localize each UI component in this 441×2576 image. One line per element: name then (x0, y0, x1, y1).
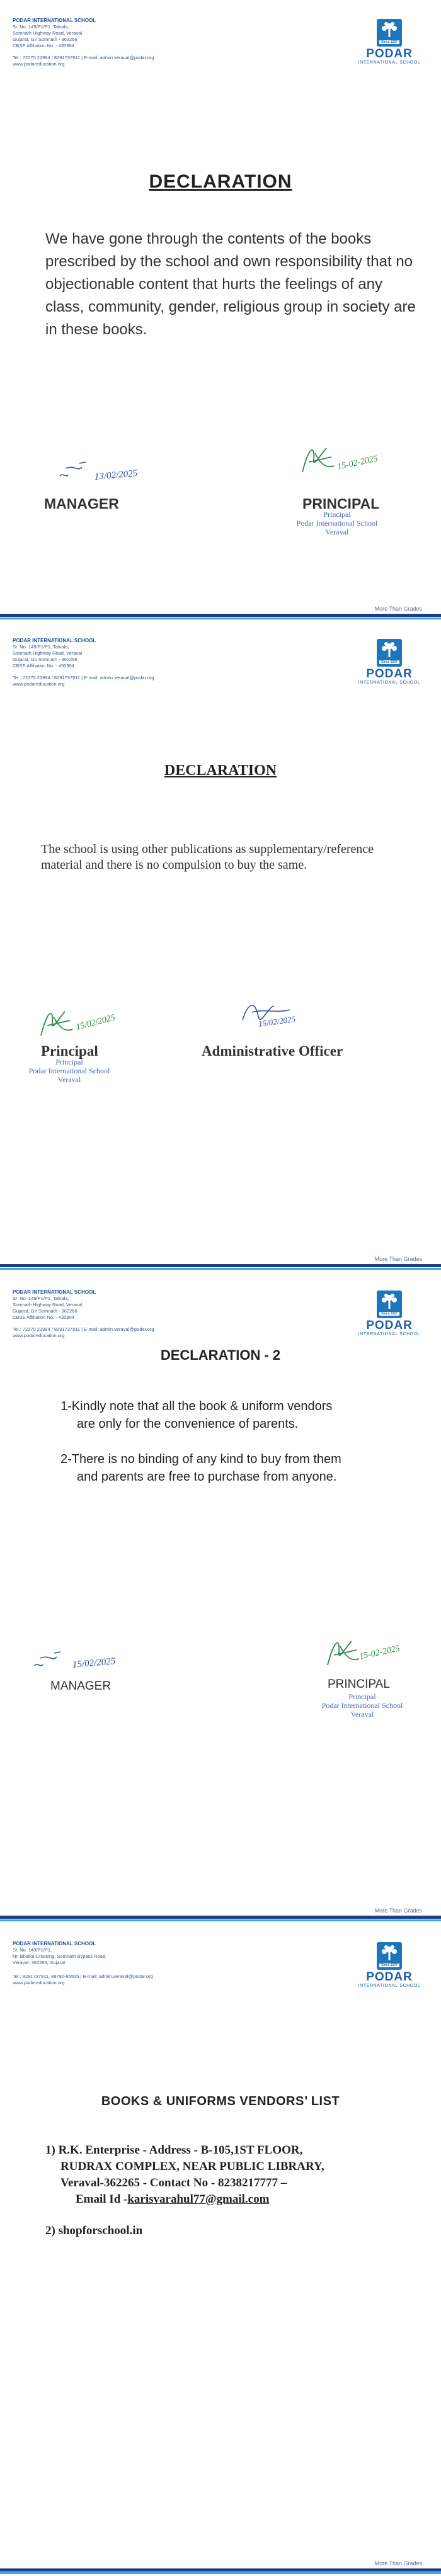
footer-bar-accent (0, 1919, 441, 1921)
school-name: PODAR INTERNATIONAL SCHOOL (13, 1289, 96, 1295)
podar-logo (355, 639, 423, 691)
letterhead-address (13, 1289, 277, 1339)
logo-subtitle: INTERNATIONAL SCHOOL (358, 1332, 421, 1336)
tree-emblem-icon (377, 1942, 402, 1970)
vendors-list-page (0, 1923, 441, 2576)
footer-tagline: More Than Grades (374, 606, 422, 612)
manager-date: 13/02/2025 (94, 468, 138, 482)
website-link[interactable]: www.podareducation.org (13, 61, 65, 67)
manager-date: 15/02/2025 (72, 1656, 116, 1670)
vendor-2-link[interactable]: 2) shopforschool.in (45, 2224, 143, 2237)
vendor-list (45, 2142, 398, 2239)
since-label: Since 1927 (379, 660, 399, 664)
school-name: PODAR INTERNATIONAL SCHOOL (13, 18, 96, 23)
page-title: DECLARATION (149, 171, 292, 192)
contact-line: Tel.: 72270 22994 / 8291737911 | E-mail: admin.veraval@podar.org (13, 675, 154, 681)
principal-stamp (287, 510, 387, 536)
footer-tagline: More Than Grades (374, 1907, 422, 1914)
principal-label: Principal (41, 1043, 98, 1059)
vendor-1-email-line (45, 2191, 398, 2208)
logo-brand: PODAR (366, 1970, 413, 1984)
admin-officer-label: Administrative Officer (202, 1043, 343, 1059)
address-line: CBSE Affiliation No. - 430904 (13, 1314, 74, 1320)
address-line: Sr. No. 149/P1/P1, (13, 1947, 52, 1953)
footer-bar (0, 1916, 441, 1919)
manager-label: MANAGER (44, 495, 119, 512)
contact-line: Tel.: 8291737911, 89790-65555 | E-mail: admin.veraval@podar.org (13, 1974, 153, 1979)
website-link[interactable]: www.podareducation.org (13, 1333, 65, 1338)
logo-subtitle: INTERNATIONAL SCHOOL (358, 1984, 421, 1988)
declaration-point (60, 1450, 413, 1468)
stamp-city: Veraval (325, 528, 349, 536)
stamp-role: Principal (55, 1058, 83, 1066)
principal-label: PRINCIPAL (302, 495, 380, 512)
since-label: Since 1927 (379, 1312, 399, 1316)
logo-brand: PODAR (366, 47, 413, 60)
principal-date: 15-02-2025 (358, 1644, 401, 1662)
contact-line: Tel.: 72270 22994 / 8291737911 | E-mail: admin.veraval@podar.org (13, 55, 154, 60)
page-title: DECLARATION (164, 762, 277, 779)
tree-emblem-icon (377, 1291, 402, 1318)
admin-date: 15/02/2025 (258, 1014, 296, 1029)
email-prefix: Email Id - (76, 2193, 128, 2206)
point-text: Kindly note that all the book & uniform vendors (71, 1399, 333, 1413)
address-line: Somnath Highway Road, Veraval (13, 650, 83, 656)
stamp-school: Podar International School (28, 1066, 110, 1075)
principal-date: 15/02/2025 (75, 1013, 117, 1033)
website-link[interactable]: www.podareducation.org (13, 1980, 65, 1986)
address-line: Gujarat, Gir Somnath - 362266 (13, 657, 77, 662)
school-name: PODAR INTERNATIONAL SCHOOL (13, 638, 96, 643)
page-title: DECLARATION - 2 (160, 1347, 281, 1363)
vendor-1-email-link[interactable]: karisvarahul77@gmail.com (127, 2193, 270, 2206)
declaration-point (60, 1398, 413, 1415)
page-footer (0, 2560, 441, 2574)
letterhead-address (13, 638, 277, 687)
declaration-page-1 (0, 0, 441, 620)
address-line: Somnath Highway Road, Veraval (13, 30, 83, 36)
declaration-body: We have gone through the contents of the books prescribed by the school and own responsibility that no objectionable content that hurts the feelings of any class, community, gender, religious group in society are in these books. (45, 230, 416, 338)
logo-brand: PODAR (366, 667, 413, 681)
principal-stamp (16, 1058, 123, 1084)
page-title: BOOKS & UNIFORMS VENDORS’ LIST (101, 2094, 340, 2108)
vendor-1-line: Veraval-362265 - Contact No - 8238217777 – (60, 2176, 287, 2189)
address-line: Gujarat, Gir Somnath - 362266 (13, 37, 77, 42)
footer-tagline: More Than Grades (374, 1256, 422, 1262)
manager-label: MANAGER (50, 1680, 112, 1693)
principal-label: PRINCIPAL (328, 1678, 390, 1691)
declaration-page-3 (0, 1272, 441, 1923)
logo-brand: PODAR (366, 1319, 413, 1332)
since-label: Since 1927 (379, 1963, 399, 1967)
address-line: Sr. No. 149/P1/P1, Talvala, (13, 1296, 69, 1301)
website-link[interactable]: www.podareducation.org (13, 681, 65, 687)
stamp-role: Principal (323, 510, 351, 519)
logo-subtitle: INTERNATIONAL SCHOOL (358, 681, 421, 685)
page-footer (0, 1907, 441, 1921)
footer-bar-accent (0, 2572, 441, 2574)
principal-stamp (312, 1692, 413, 1719)
page-footer (0, 1256, 441, 1270)
tree-emblem-icon (377, 19, 402, 47)
footer-bar-accent (0, 618, 441, 619)
podar-logo (355, 19, 423, 71)
footer-bar (0, 614, 441, 617)
podar-logo (355, 1942, 423, 1994)
declaration-points (60, 1398, 413, 1486)
letterhead-address (13, 18, 277, 67)
since-label: Since 1927 (379, 40, 399, 44)
point-text: There is no binding of any kind to buy from them (71, 1452, 341, 1466)
stamp-city: Veraval (350, 1710, 374, 1719)
footer-bar (0, 1264, 441, 1267)
address-line: Nr. Bhalka Crossing, Somnath Bypass Road, (13, 1953, 107, 1959)
stamp-city: Veraval (57, 1075, 81, 1084)
address-line: Sr. No. 149/P1/P1, Talvala, (13, 644, 69, 650)
stamp-school: Podar International School (321, 1701, 403, 1710)
point-continuation: are only for the convenience of parents. (77, 1417, 299, 1431)
principal-date: 15-02-2025 (336, 454, 379, 472)
contact-line: Tel.: 72270 22994 / 8291737911 | E-mail: admin.veraval@podar.org (13, 1326, 154, 1332)
vendor-1-line: 1) R.K. Enterprise - Address - B-105,1ST FLOOR, (45, 2144, 303, 2157)
point-number: 2- (60, 1452, 72, 1466)
logo-subtitle: INTERNATIONAL SCHOOL (358, 60, 421, 65)
school-name: PODAR INTERNATIONAL SCHOOL (13, 1941, 96, 1946)
address-line: Sr. No. 149/P1/P1, Talvala, (13, 24, 69, 30)
vendor-1-line: RUDRAX COMPLEX, NEAR PUBLIC LIBRARY, (60, 2160, 324, 2173)
podar-logo (355, 1291, 423, 1342)
address-line: CBSE Affiliation No. - 430904 (13, 663, 74, 669)
point-number: 1- (60, 1399, 72, 1413)
letterhead-address (13, 1941, 277, 1986)
point-continuation: and parents are free to purchase from anyone. (77, 1470, 337, 1484)
declaration-body: The school is using other publications as supplementary/reference material and there is no compulsion to buy the same. (41, 842, 374, 872)
page-footer (0, 606, 441, 619)
address-line: Gujarat, Gir Somnath - 362266 (13, 1308, 77, 1314)
address-line: Veraval- 362268, Gujarat (13, 1960, 66, 1965)
principal-signature-icon (296, 441, 346, 478)
address-line: Somnath Highway Road, Veraval (13, 1302, 83, 1308)
footer-tagline: More Than Grades (374, 2560, 422, 2567)
stamp-role: Principal (348, 1692, 376, 1701)
tree-emblem-icon (377, 639, 402, 667)
footer-bar-accent (0, 1268, 441, 1270)
stamp-school: Podar International School (296, 519, 378, 528)
footer-bar (0, 2568, 441, 2572)
address-line: CBSE Affiliation No. - 430904 (13, 43, 74, 48)
declaration-page-2 (0, 620, 441, 1272)
